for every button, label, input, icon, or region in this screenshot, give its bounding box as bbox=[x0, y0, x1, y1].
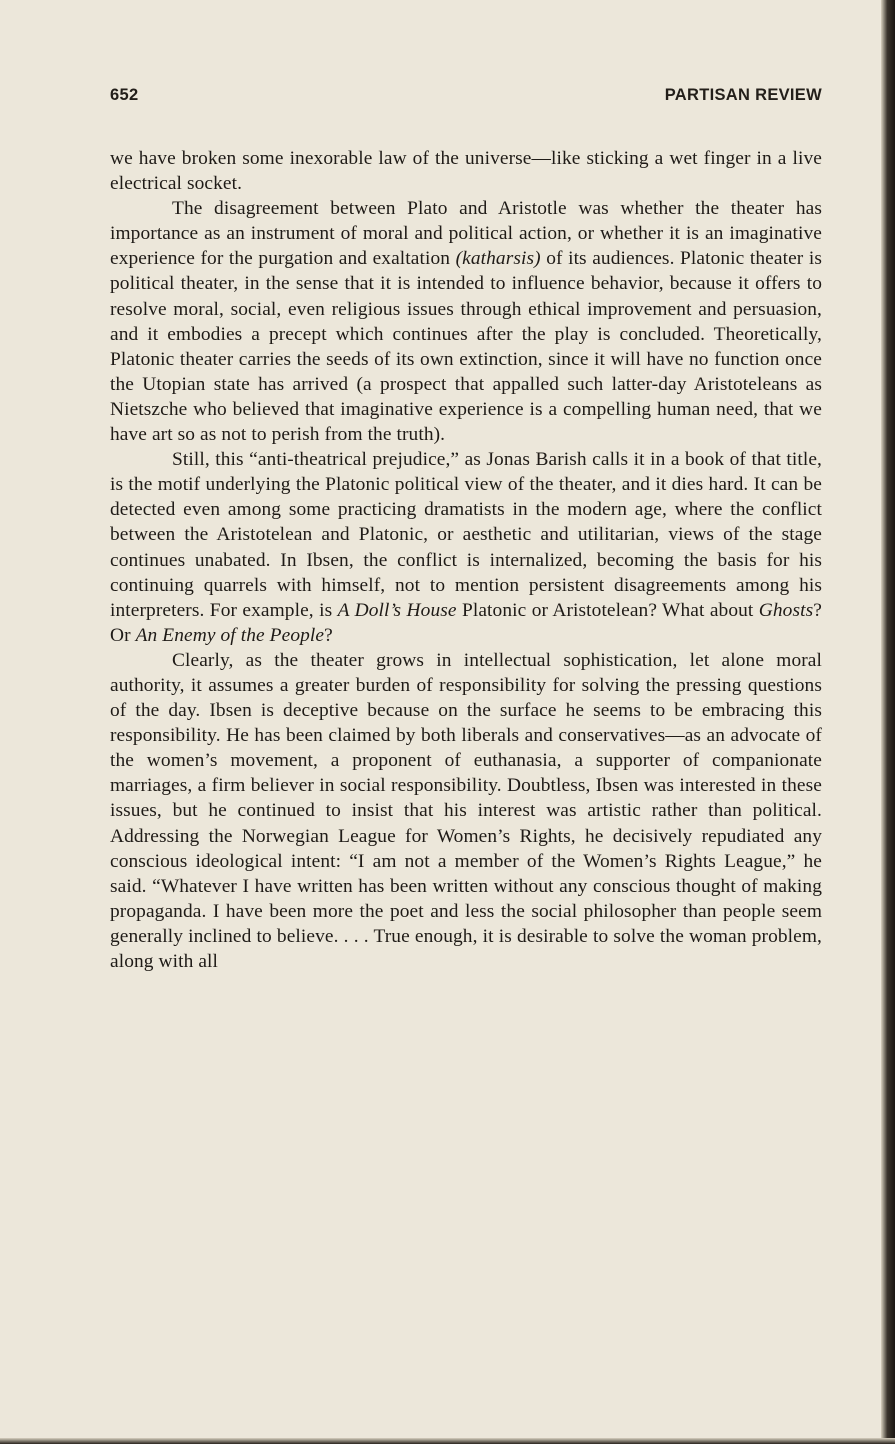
paragraph-text: Clearly, as the theater grows in intellectual sophistication, let alone moral authority, it assumes a greater burden of responsibility for solving the pressing questions of the day. Ibsen is deceptive because on the surface he seems to be embracing this responsibility. He has been claimed by both liberals and conservatives—as an advocate of the women’s movement, a proponent of euthanasia, a supporter of companionate marriages, a firm believer in social responsibility. Doubtless, Ibsen was interested in these issues, but he continued to insist that his interest was artistic rather than political. Addressing the Norwegian League for Women’s Rights, he decisively repudiated any conscious ideological intent: “I am not a member of the Women’s Rights League,” he said. “Whatever I have written has been written without any conscious thought of making propaganda. I have been more the poet and less the social philosopher than people seem generally inclined to believe. . . . True enough, it is desirable to solve the woman problem, along with all bbox=[110, 649, 822, 972]
article-body bbox=[110, 146, 822, 974]
paragraph-plato-aristotle bbox=[110, 196, 822, 447]
paragraph-text: we have broken some inexorable law of the universe—like sticking a wet finger in a live electrical socket. bbox=[110, 148, 822, 195]
running-head bbox=[110, 86, 822, 108]
paragraph-ibsen-responsibility bbox=[110, 648, 822, 974]
page-number: 652 bbox=[110, 86, 139, 104]
italic-title-dolls-house: A Doll’s House bbox=[337, 599, 457, 621]
page-bottom-shadow bbox=[0, 1438, 895, 1444]
italic-title-enemy-of-the-people: An Enemy of the People bbox=[135, 624, 325, 646]
paragraph-text: Platonic or Aristotelean? What about bbox=[456, 599, 759, 621]
italic-term-katharsis: (katharsis) bbox=[455, 248, 541, 270]
italic-title-ghosts: Ghosts bbox=[758, 599, 814, 621]
paragraph-text: Still, this “anti-theatrical prejudice,” as Jonas Barish calls it in a book of that title, is the motif underlying the Platonic political view of the theater, and it dies hard. It can be detected even among some practicing dramatists in the modern age, where the conflict between the Aristotelean and Platonic, or aesthetic and utilitarian, views of the stage continues unabated. In Ibsen, the conflict is internalized, becoming the basis for his continuing quarrels with himself, not to mention persistent disagreements among his interpreters. For example, is bbox=[110, 449, 822, 621]
paragraph-text: ? Or bbox=[110, 599, 822, 646]
paragraph-continuation bbox=[110, 146, 822, 196]
paragraph-text: ? bbox=[324, 624, 333, 646]
page-edge-shadow bbox=[881, 0, 895, 1444]
paragraph-text: The disagreement between Plato and Aristotle was whether the theater has importance as an instrument of moral and political action, or whether it is an imaginative experience for the purgation and exaltation bbox=[110, 198, 822, 270]
journal-title: PARTISAN REVIEW bbox=[664, 86, 822, 104]
paragraph-anti-theatrical bbox=[110, 447, 822, 648]
paragraph-text: of its audiences. Platonic theater is political theater, in the sense that it is intended to influence behavior, because it offers to resolve moral, social, even religious issues through ethical improvement and persuasion, and it embodies a precept which continues after the play is concluded. Theoretically, Platonic theater carries the seeds of its own extinction, since it will have no function once the Utopian state has arrived (a prospect that appalled such latter-day Aristoteleans as Nietszche who believed that imaginative experience is a compelling human need, that we have art so as not to perish from the truth). bbox=[110, 248, 822, 446]
